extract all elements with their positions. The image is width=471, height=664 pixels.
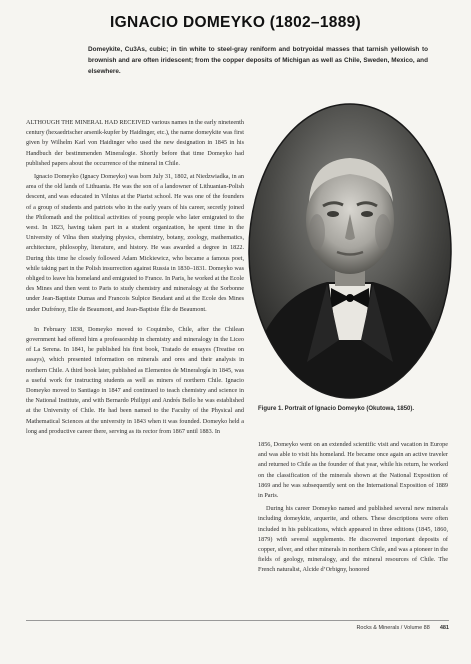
mineral-summary: Domeykite, Cu3As, cubic; in tin white to steel-gray reniform and botryoidal masses that tarnish yellowish to brownish and are often iridescent; from the copper deposits of Michigan as well as Chile, Sweden, Mexico, and elsewhere.	[88, 46, 428, 75]
article-title: IGNACIO DOMEYKO (1802–1889)	[109, 14, 361, 31]
footer-rule	[26, 620, 449, 621]
portrait-oval-icon	[247, 102, 453, 400]
figure-caption: Figure 1. Portrait of Ignacio Domeyko (Okutowa, 1850).	[258, 406, 415, 412]
left-column	[26, 118, 244, 440]
right-paragraph: During his career Domeyko named and published several new minerals including domeykite, arquerite, and others. These descriptions were often included in his publications, which appeared in three editions (1845, 1860, 1879) with several supplements. He discovered important deposits of copper, silver, and other minerals in northern Chile, and was a pioneer in the fields of geology, mineralogy, and the mineral resources of Chile. The French naturalist, Alcide d’Orbigny, honored	[258, 505, 448, 574]
page-number: 481	[439, 625, 449, 631]
portrait-photo	[247, 102, 453, 400]
right-column	[258, 440, 448, 579]
page-footer	[356, 625, 449, 631]
left-paragraph: Ignacio Domeyko (Ignacy Domeyko) was born July 31, 1802, at Niedzwiadka, in an area of the old lands of Lithuania. He was the son of a landowner of Lithuanian-Polish descent, and was educated in Vilnius at the Piarist school. He was one of the founders of a group of students and patriots who in the early years of his career, secretly joined the Philomath and the political activities of young people who later emigrated to the west. In 1823, having taken part in a student organization, he spent time in the University of Vilna then studying physics, chemistry, botany, zoology, mathematics, architecture, philosophy, literature, and history. He was awarded a degree in 1822. During this time he closely followed Adam Mickiewicz, who became a famous poet, while taking part in the Polish insurrection against Russia in 1830–1831. Domeyko was obliged to leave his homeland and emigrated to France. In Paris, he worked at the Ecole des Mines and then went to Paris to study chemistry and mineralogy at the Sorbonne under Jean-Baptiste Dumas and Francois Sulpice Beudant and at the Ecole des Mines under Dufrénoy, Elie de Beaumont, and Jean-Baptiste Élie de Beaumont.	[26, 173, 244, 313]
left-paragraph: ALTHOUGH THE MINERAL HAD RECEIVED various names in the early nineteenth century (hexaedrischer arsenik-kupfer by Haidinger, etc.), the name domeykite was first given by Wilhelm Karl von Haidinger who used the new designation in 1845 in his Handbuch der bestimmenden Mineralogie. Shortly before that time Domeyko had published papers about the occurrence of the mineral in Chile.	[26, 119, 244, 167]
left-paragraph: In February 1838, Domeyko moved to Coquimbo, Chile, after the Chilean government had offered him a professorship in chemistry and mineralogy in the Liceo of La Serena. In 1841, he published his first book, Tratado de ensayes (Treatise on assays), which presented information on minerals and ores and their analysis in northern Chile. A third book later, published as Elementos de Mineralogía in 1845, was a useful work for instructing students as well as miners of northern Chile. Ignacio Domeyko moved to Santiago in 1847 and continued to teach chemistry and science in the National Institute, and with Bernardo Philippi and Andrés Bello he was established at the University of Chile. He had been named to the Faculty of the Physical and Mathematical Sciences at the university in 1843 when it was founded. Domeyko held a long and productive career there, serving as its rector from 1867 until 1883. In	[26, 325, 244, 435]
right-paragraph: 1856, Domeyko went on an extended scientific visit and vacation in Europe and was able to visit his homeland. He became once again an active traveler and returned to Chile as the founder of that year, while his return, he worked on the classification of the minerals shown at the National Exposition of 1869 and he was subsequently sent on the International Exposition of 1889 in Paris.	[258, 441, 448, 500]
journal-issue: Rocks & Minerals / Volume 88	[356, 625, 430, 631]
